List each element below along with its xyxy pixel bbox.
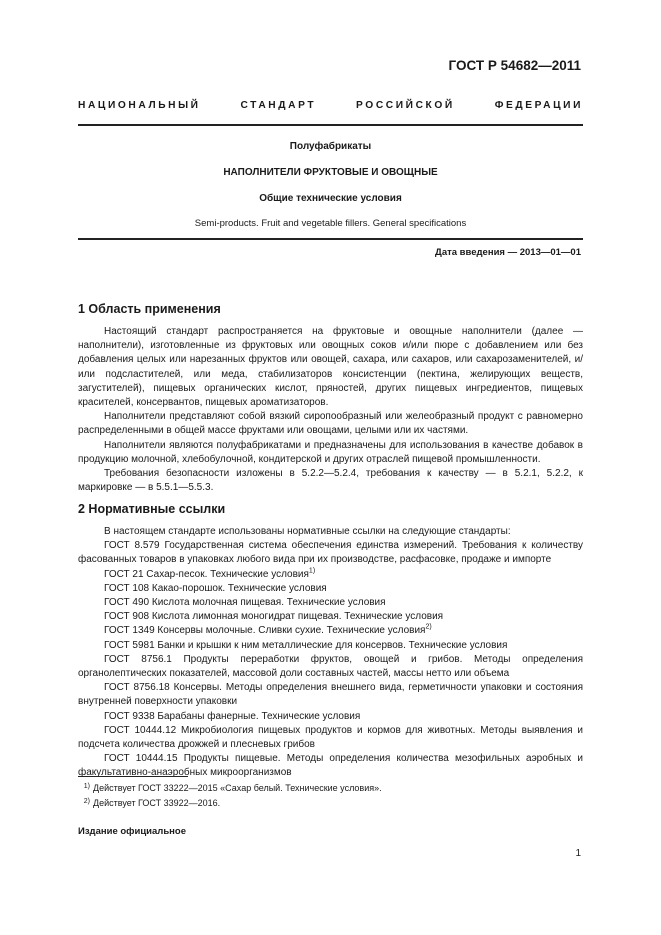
reference-item: ГОСТ 10444.12 Микробиология пищевых продуктов и кормов для животных. Методы выявления и подсчета количества дрожжей и плесневых грибов: [78, 724, 583, 751]
document-title: НАПОЛНИТЕЛИ ФРУКТОВЫЕ И ОВОЩНЫЕ: [223, 167, 438, 178]
reference-item: ГОСТ 108 Какао-порошок. Технические условия: [104, 582, 327, 594]
paragraph: Наполнители представляют собой вязкий сиропообразный или желеобразный продукт с равномерно распределенными в общей массе фруктами или овощами, целыми или их частями.: [78, 411, 583, 437]
footnote-2: [78, 798, 220, 808]
footnote-text: Действует ГОСТ 33922—2016.: [93, 798, 221, 808]
english-title: Semi-products. Fruit and vegetable fillers. General specifications: [194, 218, 467, 229]
document-category: Полуфабрикаты: [289, 141, 372, 152]
paragraph: Настоящий стандарт распространяется на фруктовые и овощные наполнители (далее — наполнители), изготовленные из фруктовых или овощных соков и/или пюре с добавлением или без добавления целых или нарезанных фруктов или овощей, сахара, или сахаров, или сахарозаменителей, и/или подсластителей, или меда, стабилизаторов консистенции (пектина, желирующих веществ, загустителей), пищевых органических кислот, пряностей, других пищевых ингредиентов, пищевых красителей, консервантов, пищевых ароматизаторов.: [78, 326, 583, 409]
reference-item: ГОСТ 490 Кислота молочная пищевая. Технические условия: [104, 597, 386, 609]
national-standard-banner: НАЦИОНАЛЬНЫЙ СТАНДАРТ РОССИЙСКОЙ ФЕДЕРАЦИИ: [78, 100, 583, 111]
reference-item: ГОСТ 5981 Банки и крышки к ним металлические для консервов. Технические условия: [104, 639, 508, 651]
footnote-1: [78, 783, 382, 793]
reference-item: ГОСТ 21 Сахар-песок. Технические условия$^{1)}$: [104, 567, 316, 580]
footnote-text: Действует ГОСТ 33222—2015 «Сахар белый. Технические условия».: [93, 783, 382, 793]
title-rule: [78, 238, 583, 240]
footnote-separator: [78, 776, 188, 777]
paragraph: Требования безопасности изложены в 5.2.2—5.2.4, требования к качеству — в 5.2.1, 5.2.2, к маркировке — в 5.5.1—5.5.3.: [78, 468, 583, 494]
section-1-heading: 1 Область применения: [78, 302, 221, 316]
document-subtitle: Общие технические условия: [259, 193, 402, 204]
section-2-heading: 2 Нормативные ссылки: [78, 502, 226, 516]
reference-item: ГОСТ 1349 Консервы молочные. Сливки сухие. Технические условия$^{2)}$: [104, 624, 432, 637]
reference-item: ГОСТ 908 Кислота лимонная моногидрат пищевая. Технические условия: [104, 611, 444, 623]
introduction-date: Дата введения — 2013—01—01: [435, 247, 581, 258]
footnote-marker: 2): [83, 798, 90, 805]
reference-item: ГОСТ 8.579 Государственная система обеспечения единства измерений. Требования к количеству фасованных товаров в упаковках любого вида при их производстве, расфасовке, продаже и импорте: [78, 540, 583, 566]
page-number: 1: [575, 848, 581, 859]
reference-item: ГОСТ 9338 Барабаны фанерные. Технические условия: [104, 710, 361, 722]
section-1-body: [78, 325, 583, 495]
official-edition-label: Издание официальное: [78, 826, 186, 837]
top-rule: [78, 124, 583, 126]
gost-code: ГОСТ Р 54682—2011: [448, 58, 581, 73]
reference-item: ГОСТ 10444.15 Продукты пищевые. Методы определения количества мезофильных аэробных и факультативно-анаэробных микроорганизмов: [78, 753, 583, 779]
section-2-intro: В настоящем стандарте использованы нормативные ссылки на следующие стандарты:: [104, 526, 511, 537]
paragraph: Наполнители являются полуфабрикатами и предназначены для использования в качестве добавок в продукцию молочной, хлебобулочной, кондитерской и других отраслей пищевой промышленности.: [78, 439, 583, 465]
reference-item: ГОСТ 8756.18 Консервы. Методы определения внешнего вида, герметичности упаковки и состояния внутренней поверхности упаковки: [78, 682, 583, 708]
section-2-body: [78, 525, 583, 781]
footnote-marker: 1): [83, 783, 90, 790]
reference-item: ГОСТ 8756.1 Продукты переработки фруктов, овощей и грибов. Методы определения органолептических показателей, массовой доли составных частей, массы нетто или объема: [78, 653, 583, 680]
